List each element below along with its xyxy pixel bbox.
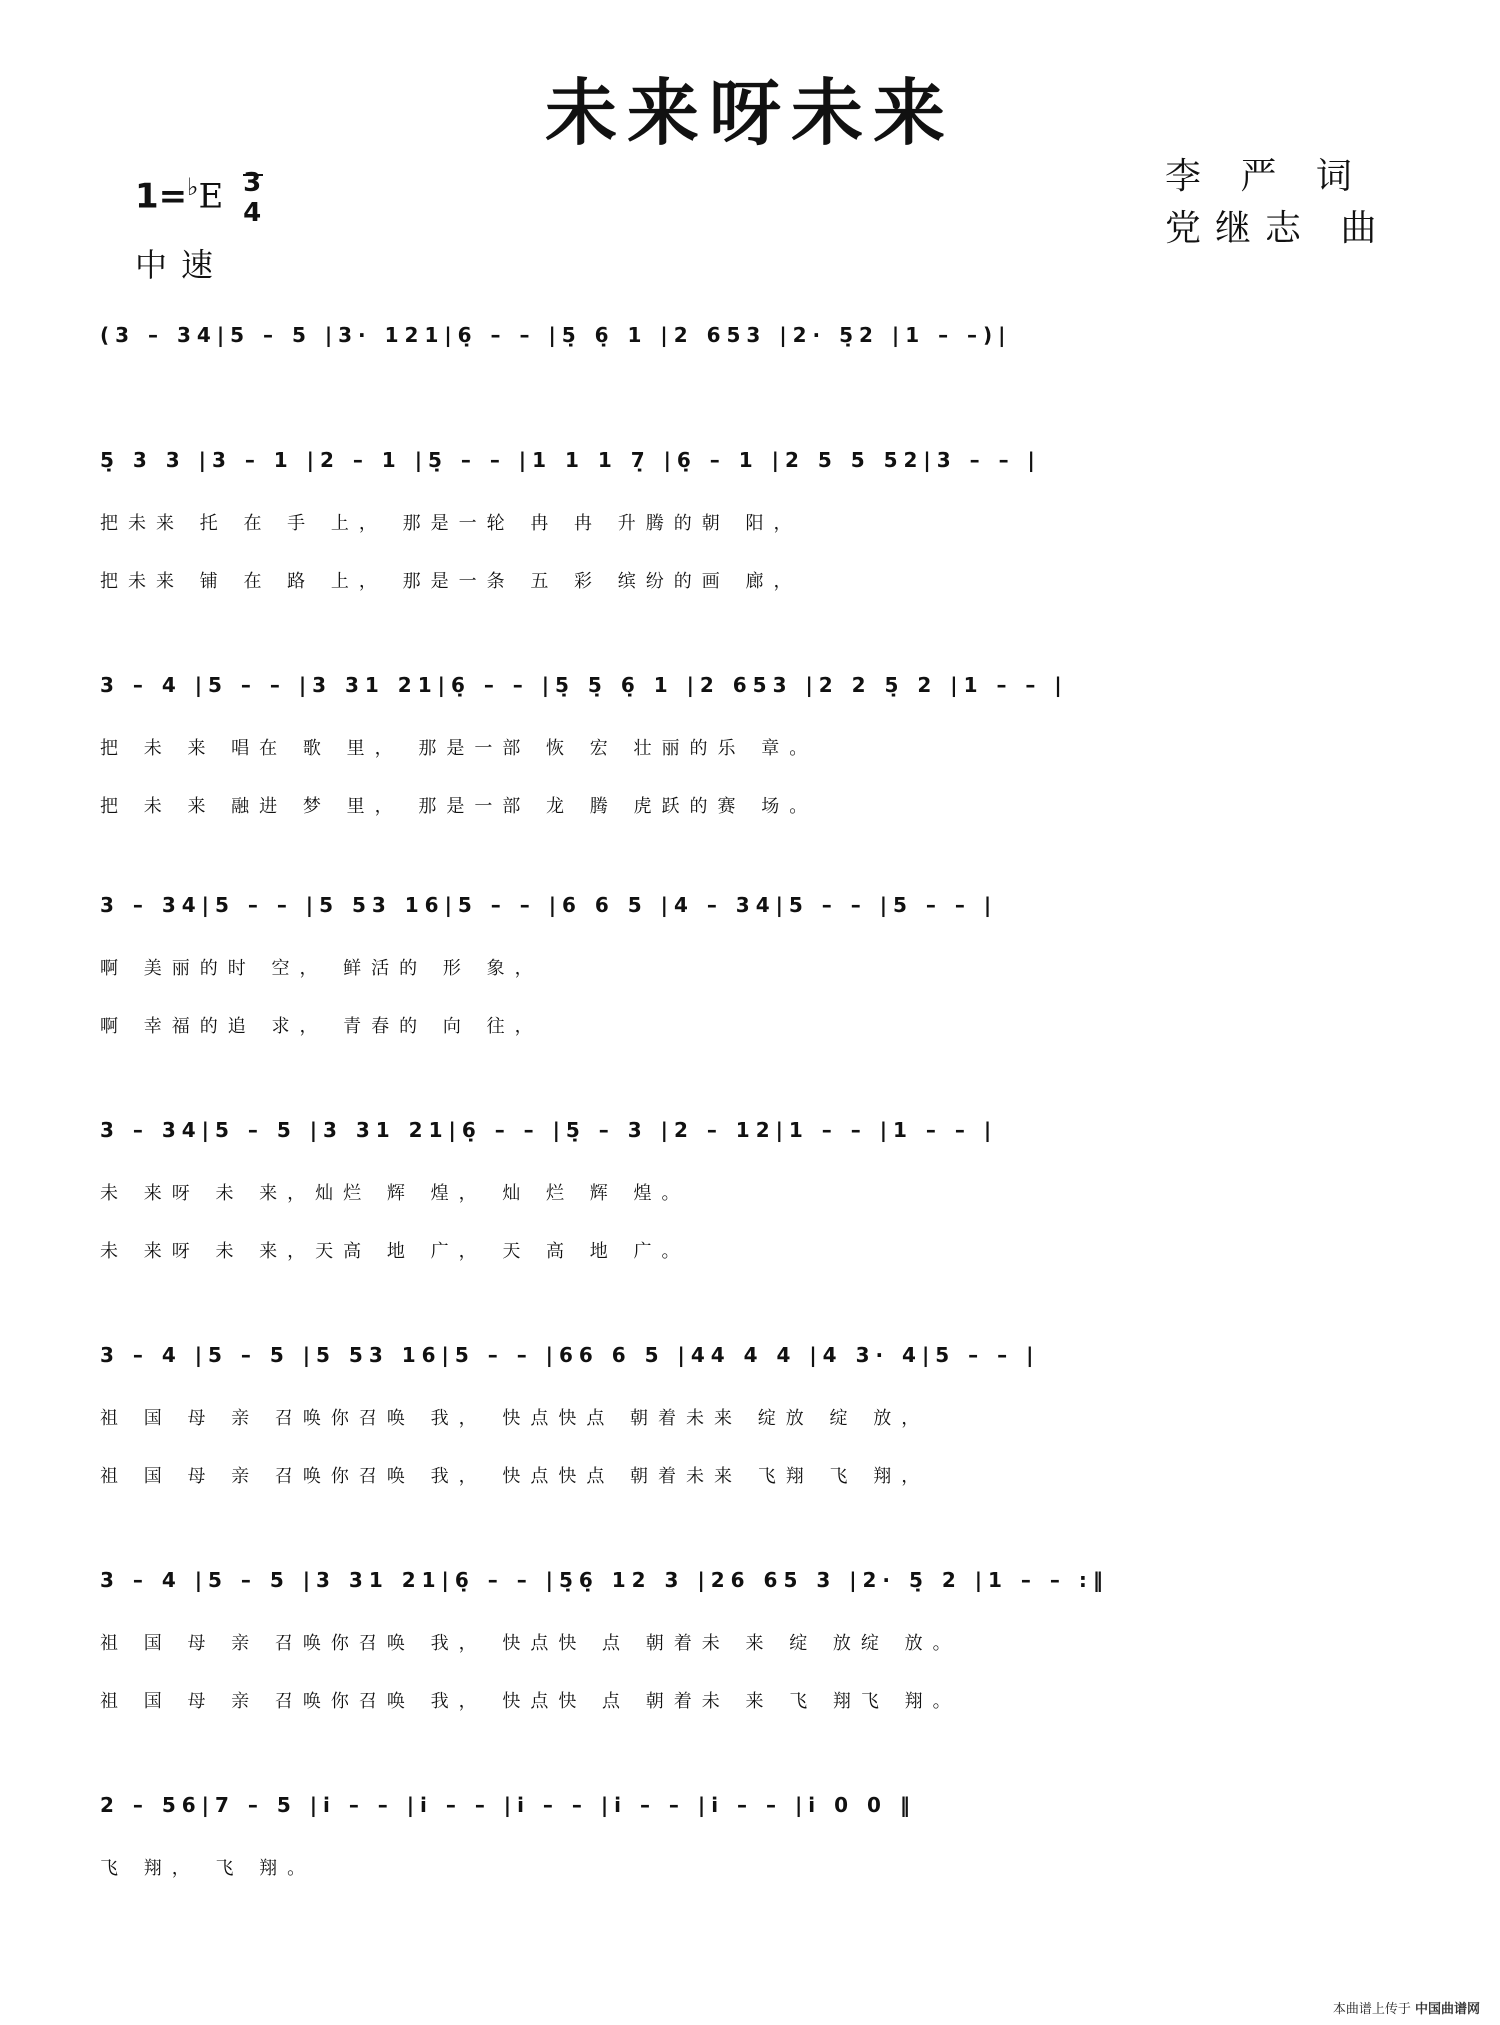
notation-system [100,1095,1410,1281]
notation-line [100,1095,1410,1165]
lyric-line: 把未来 铺 在 路 上， 那是一条 五 彩 缤纷的画 廊， [100,571,802,592]
notation-system [100,870,1410,1056]
composer-credit: 党继志 曲 [1165,208,1391,249]
notation-system [100,300,1410,370]
notation-text: (3 – 34|5 – 5 |3· 121|6̣ – – |5̣ 6̣ 1 |2 653 |2· 5̣2 |1 – –)| [100,323,1012,347]
lyric-line: 飞 翔， 飞 翔。 [100,1858,316,1879]
lyric-line: 祖 国 母 亲 召唤你召唤 我， 快点快点 朝着未来 绽放 绽 放， [100,1408,930,1429]
notation-line [100,425,1410,495]
notation-line [100,1770,1410,1840]
notation-line [100,650,1410,720]
lyric-line: 祖 国 母 亲 召唤你召唤 我， 快点快 点 朝着未 来 绽 放绽 放。 [100,1633,961,1654]
lyric-line: 祖 国 母 亲 召唤你召唤 我， 快点快 点 朝着未 来 飞 翔飞 翔。 [100,1691,961,1712]
time-denominator: 4 [243,198,262,228]
notation-text: 2 – 56|7 – 5 |i̇ – – |i̇ – – |i̇ – – |i̇ – – |i̇ – – |i̇ 0 0 ‖ [100,1793,916,1817]
song-title: 未来呀未来 [544,70,955,155]
time-signature [243,168,261,228]
notation-text: 3 – 4 |5 – – |3 31 21|6̣ – – |5̣ 5̣ 6̣ 1 |2 653 |2 2 5̣ 2 |1 – – | [100,673,1068,697]
lyric-line: 把 未 来 唱在 歌 里， 那是一部 恢 宏 壮丽的乐 章。 [100,738,818,759]
notation-text: 3 – 4 |5 – 5 |5 53 16|5 – – |66 6 5 |44 4 4 |4 3· 4|5 – – | [100,1343,1040,1367]
lyric-line: 把 未 来 融进 梦 里， 那是一部 龙 腾 虎跃的赛 场。 [100,796,818,817]
notation-system [100,1320,1410,1506]
lyric-line: 祖 国 母 亲 召唤你召唤 我， 快点快点 朝着未来 飞翔 飞 翔， [100,1466,930,1487]
notation-line [100,1545,1410,1615]
flat-sign: ♭ [187,173,199,202]
notation-text: 3 – 34|5 – 5 |3 31 21|6̣ – – |5̣ – 3 |2 – 12|1 – – |1 – – | [100,1118,998,1142]
notation-system [100,650,1410,836]
lyric-line: 啊 美丽的时 空， 鲜活的 形 象， [100,958,543,979]
lyric-line: 啊 幸福的追 求， 青春的 向 往， [100,1016,543,1037]
lyric-line: 把未来 托 在 手 上， 那是一轮 冉 冉 升腾的朝 阳， [100,513,802,534]
notation-text: 3 – 4 |5 – 5 |3 31 21|6̣ – – |5̣6̣ 12 3 |26 65 3 |2· 5̣ 2 |1 – – :‖ [100,1568,1109,1592]
lyric-line: 未 来呀 未 来，天高 地 广， 天 高 地 广。 [100,1241,690,1262]
notation-line [100,1320,1410,1390]
time-numerator: 3 [243,168,262,198]
footer-site: 中国曲谱网 [1414,2002,1480,2017]
notation-system [100,1545,1410,1731]
tempo-marking: 中速 [135,246,228,284]
notation-system [100,1770,1410,1898]
notation-line [100,300,1410,370]
key-signature [135,168,261,228]
lyricist-credit: 李 严 词 [1165,156,1366,197]
footer [1333,1998,1480,2017]
key-prefix: 1= [135,176,188,217]
lyric-line: 未 来呀 未 来，灿烂 辉 煌， 灿 烂 辉 煌。 [100,1183,690,1204]
notation-system [100,425,1410,611]
notation-text: 5̣ 3 3 |3 – 1 |2 – 1 |5̣ – – |1 1 1 7̣ |6̣ – 1 |2 5 5 52|3 – – | [100,448,1041,472]
notation-text: 3 – 34|5 – – |5 53 16|5 – – |6 6 5 |4 – 34|5 – – |5 – – | [100,893,998,917]
notation-line [100,870,1410,940]
key-note: E [198,176,224,217]
footer-text: 本曲谱上传于 [1332,2002,1411,2017]
